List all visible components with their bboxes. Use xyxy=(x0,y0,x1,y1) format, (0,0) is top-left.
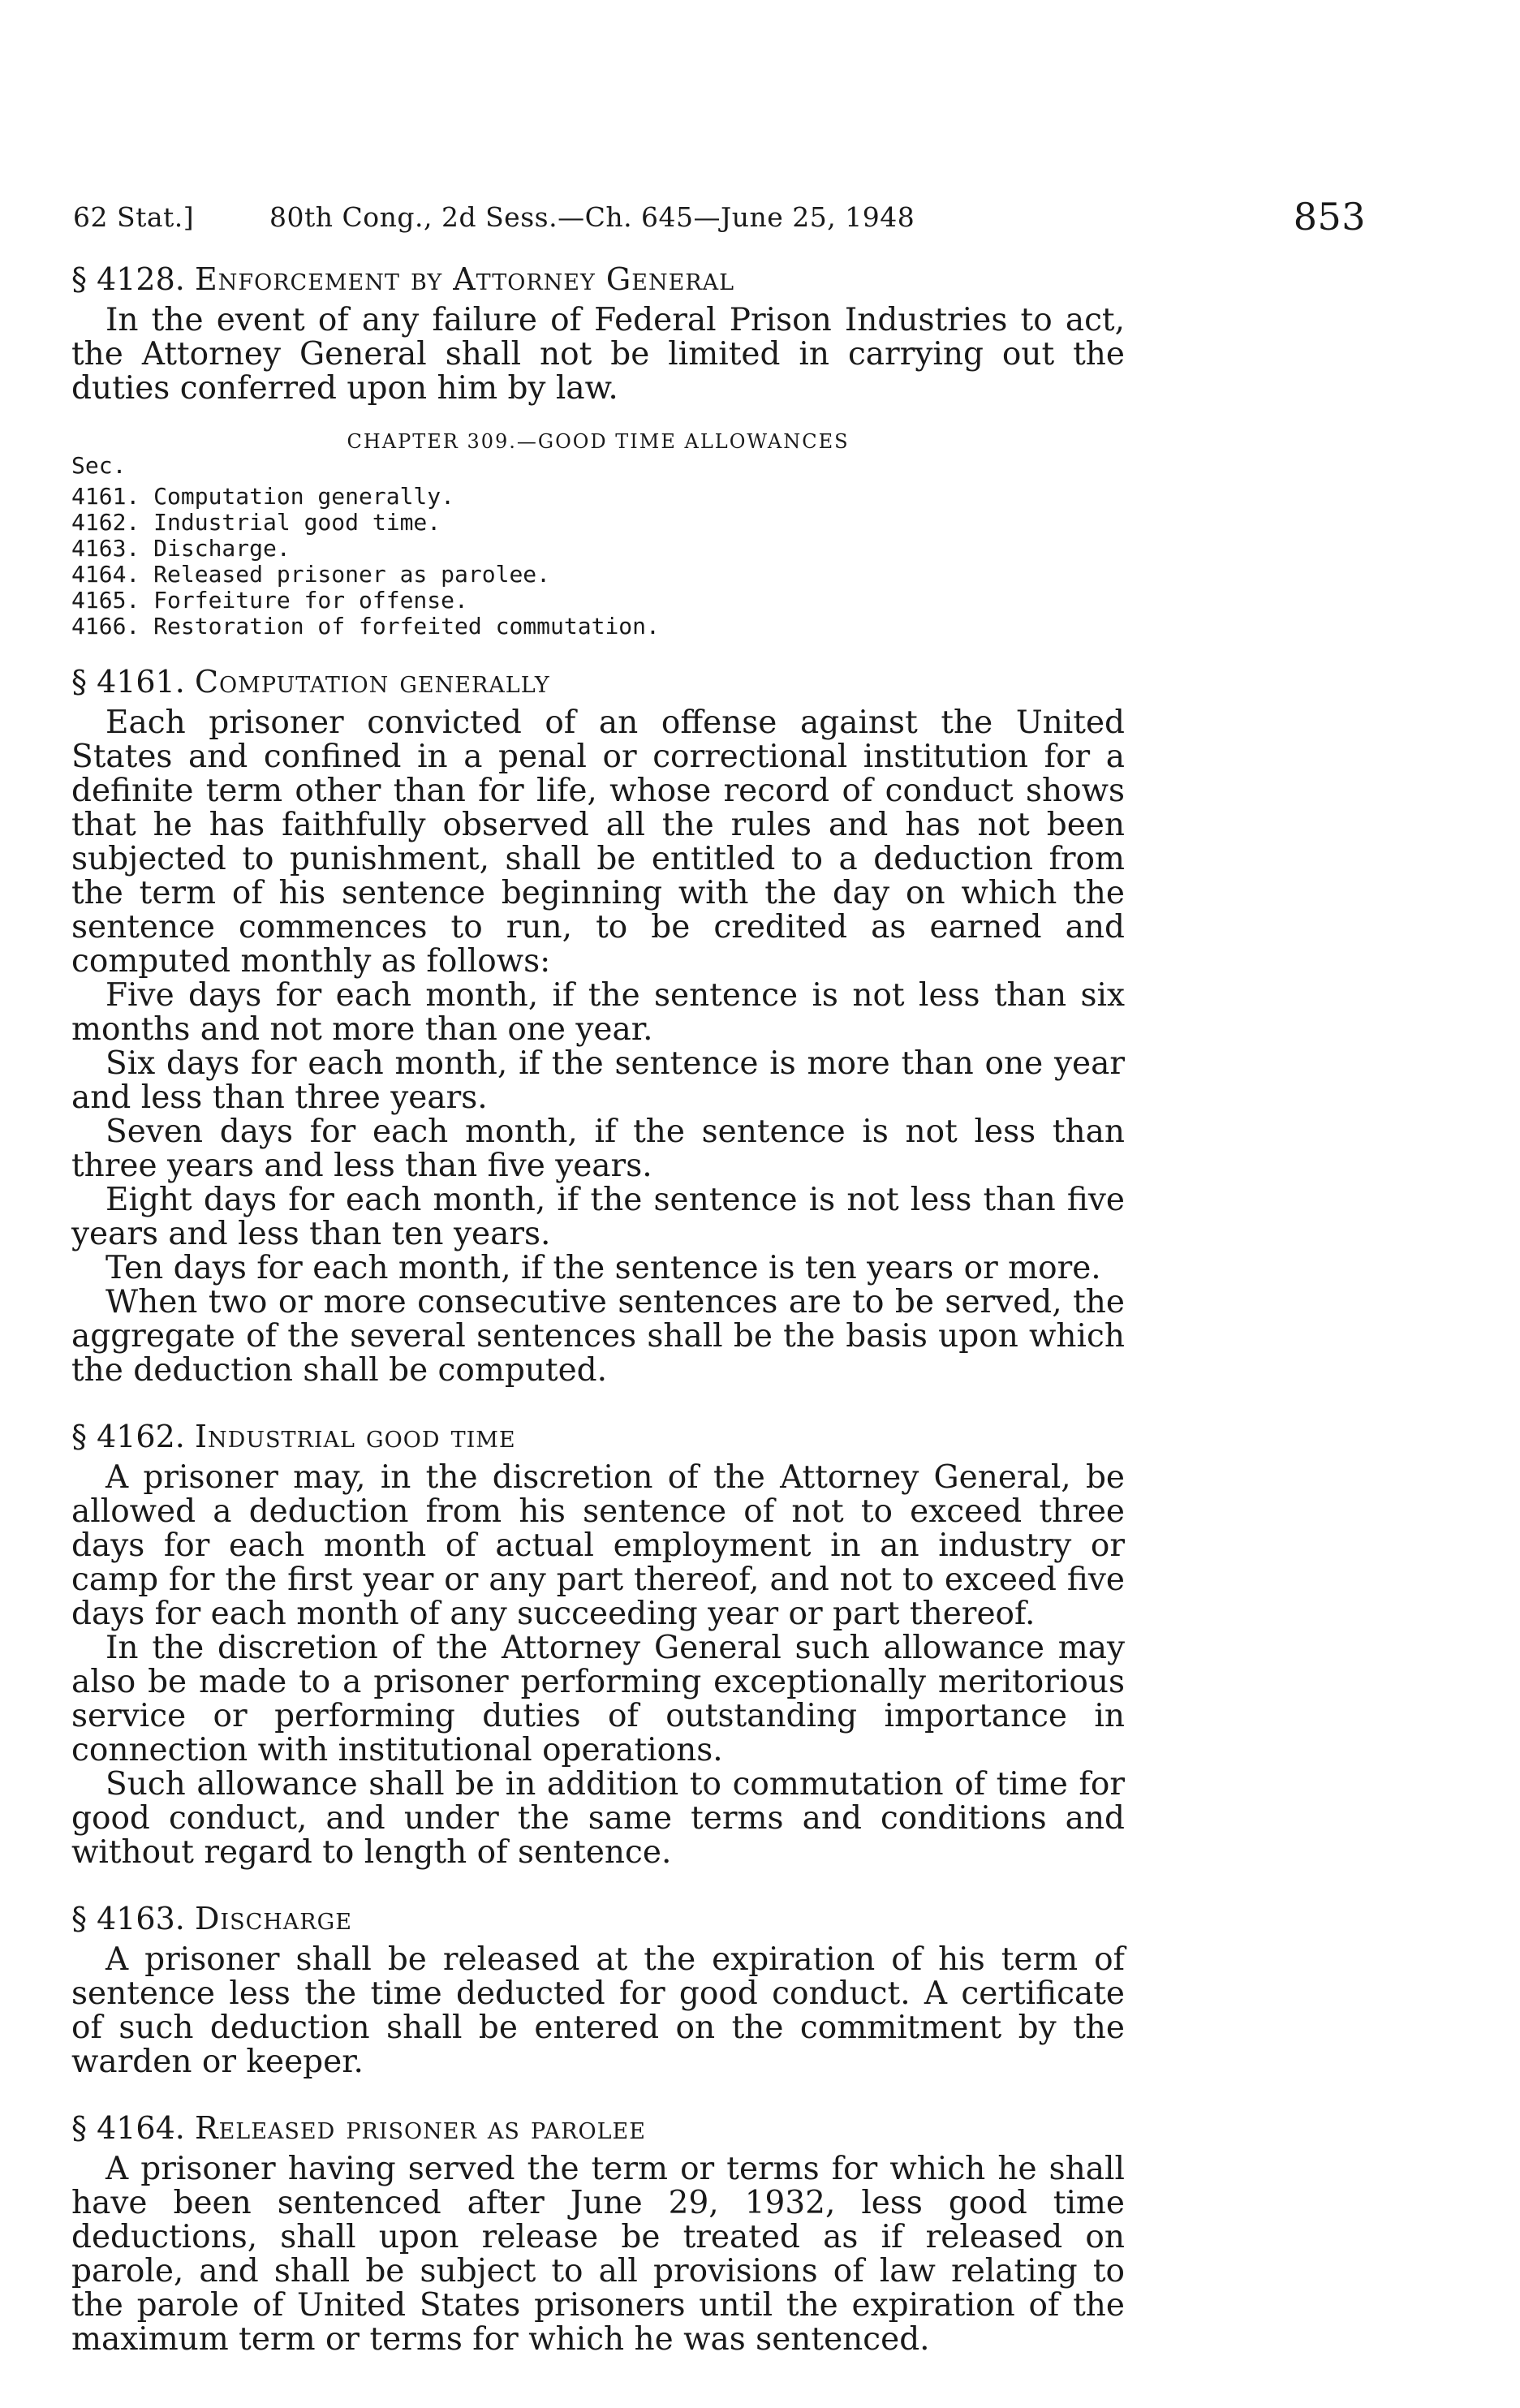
section-title: Released prisoner as parolee xyxy=(194,2110,646,2146)
paragraph: In the discretion of the Attorney General such allowance may also be made to a prisoner performing exceptionally meritorious service or performing duties of outstanding importance in connection with institutional operations. xyxy=(71,1630,1125,1768)
toc-item: 4163. Discharge. xyxy=(71,535,291,562)
section-4164 xyxy=(71,2110,1125,2357)
section-4163 xyxy=(71,1901,1125,2079)
chapter-toc xyxy=(71,453,1125,640)
toc-item: 4164. Released prisoner as parolee. xyxy=(71,561,551,588)
section-title: Industrial good time xyxy=(194,1419,516,1454)
paragraph: Five days for each month, if the sentence is not less than six months and not more than one year. xyxy=(71,977,1125,1048)
section-heading xyxy=(71,2110,1125,2146)
section-heading xyxy=(71,261,1125,297)
section-heading xyxy=(71,1901,1125,1936)
volume-reference: 62 Stat.] xyxy=(73,201,195,233)
toc-item: 4161. Computation generally. xyxy=(71,483,455,510)
paragraph: A prisoner shall be released at the expiration of his term of sentence less the time deducted for good conduct. A certificate of such deduction shall be entered on the commitment by the warden or keeper. xyxy=(71,1941,1125,2080)
page-number: 853 xyxy=(1293,195,1366,239)
toc-sec-label: Sec. xyxy=(71,452,127,479)
paragraph: When two or more consecutive sentences are to be served, the aggregate of the several sentences shall be the basis upon which the deduction shall be computed. xyxy=(71,1284,1125,1389)
section-number: § 4128. xyxy=(71,261,185,297)
section-number: § 4163. xyxy=(71,1901,185,1936)
session-line: 80th Cong., 2d Sess.—Ch. 645—June 25, 1948 xyxy=(269,201,915,233)
paragraph: In the event of any failure of Federal Prison Industries to act, the Attorney General shall not be limited in carrying out the duties conferred upon him by law. xyxy=(71,302,1125,407)
chapter-309 xyxy=(71,430,1125,640)
paragraph: Eight days for each month, if the sentence is not less than five years and less than ten years. xyxy=(71,1182,1125,1252)
toc-item: 4166. Restoration of forfeited commutation. xyxy=(71,613,660,640)
section-number: § 4161. xyxy=(71,664,185,700)
toc-item: 4165. Forfeiture for offense. xyxy=(71,587,468,614)
paragraph: Such allowance shall be in addition to commutation of time for good conduct, and under the same terms and conditions and without regard to length of sentence. xyxy=(71,1766,1125,1871)
section-title: Discharge xyxy=(194,1901,352,1936)
paragraph: Each prisoner convicted of an offense against the United States and confined in a penal or correctional institution for a definite term other than for life, whose record of conduct shows that he has faithfully observed all the rules and has not been subjected to punishment, shall be entitled to a deduction from the term of his sentence beginning with the day on which the sentence commences to run, to be credited as earned and computed monthly as follows: xyxy=(71,704,1125,980)
section-number: § 4164. xyxy=(71,2110,185,2146)
chapter-heading: CHAPTER 309.—GOOD TIME ALLOWANCES xyxy=(347,430,850,453)
paragraph: Seven days for each month, if the sentence is not less than three years and less than five years. xyxy=(71,1114,1125,1184)
paragraph: Ten days for each month, if the sentence is ten years or more. xyxy=(105,1250,1101,1286)
section-title: Enforcement by Attorney General xyxy=(194,261,735,297)
section-4128 xyxy=(71,261,1125,406)
paragraph: A prisoner having served the term or terms for which he shall have been sentenced after June 29, 1932, less good time deductions, shall upon release be treated as if released on parole, and shall be subject to all provisions of law relating to the parole of United States prisoners until the expiration of the maximum term or terms for which he was sentenced. xyxy=(71,2151,1125,2358)
main-text-column xyxy=(71,261,1125,2357)
paragraph: A prisoner may, in the discretion of the Attorney General, be allowed a deduction from his sentence of not to exceed three days for each month of actual employment in an industry or camp for the first year or any part thereof, and not to exceed five days for each month of any succeeding year or part thereof. xyxy=(71,1459,1125,1632)
section-title: Computation generally xyxy=(194,664,550,700)
toc-item: 4162. Industrial good time. xyxy=(71,509,441,536)
section-heading xyxy=(71,1419,1125,1454)
section-number: § 4162. xyxy=(71,1419,185,1454)
paragraph: Six days for each month, if the sentence is more than one year and less than three years. xyxy=(71,1045,1125,1116)
section-4162 xyxy=(71,1419,1125,1870)
section-4161 xyxy=(71,664,1125,1388)
section-heading xyxy=(71,664,1125,700)
